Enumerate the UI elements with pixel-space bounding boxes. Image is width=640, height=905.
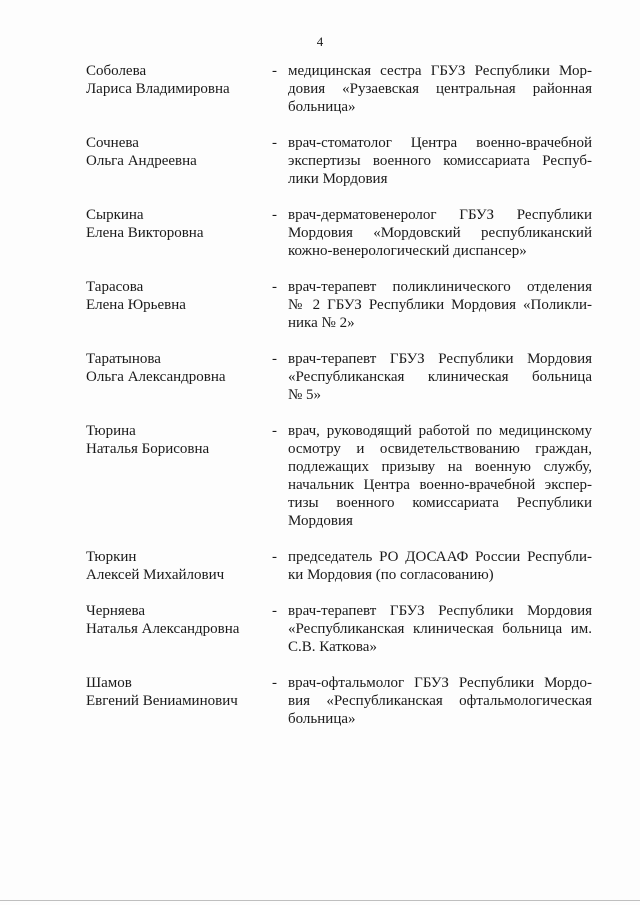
description-line: «Республиканская клиническая больница им. — [288, 621, 592, 637]
member-list — [86, 62, 594, 746]
given-names: Лариса Владимировна — [86, 81, 230, 97]
description-line: врач-офтальмолог ГБУЗ Республики Мордо- — [288, 675, 592, 691]
person-name — [86, 62, 272, 98]
person-name — [86, 548, 272, 584]
scan-edge-line — [0, 900, 640, 901]
description-line: тизы военного комиссариата Республики — [288, 495, 592, 511]
position-description — [288, 206, 592, 260]
list-item — [86, 422, 594, 530]
description-line: больница» — [288, 99, 356, 115]
person-name — [86, 350, 272, 386]
list-item — [86, 206, 594, 260]
position-description — [288, 350, 592, 404]
dash-separator: - — [272, 279, 277, 295]
description-line: больница» — [288, 711, 356, 727]
person-name — [86, 134, 272, 170]
description-line: Мордовия «Мордовский республиканский — [288, 225, 592, 241]
surname: Тюрина — [86, 423, 136, 439]
given-names: Ольга Андреевна — [86, 153, 197, 169]
given-names: Елена Юрьевна — [86, 297, 186, 313]
description-line: экспертизы военного комиссариата Респуб- — [288, 153, 592, 169]
list-item — [86, 278, 594, 332]
list-item — [86, 134, 594, 188]
description-line: Мордовия — [288, 513, 353, 529]
description-line: ки Мордовия (по согласованию) — [288, 567, 494, 583]
given-names: Евгений Вениаминович — [86, 693, 238, 709]
dash-separator: - — [272, 423, 277, 439]
list-item — [86, 350, 594, 404]
description-line: медицинская сестра ГБУЗ Республики Мор- — [288, 63, 592, 79]
description-line: «Республиканская клиническая больница — [288, 369, 592, 385]
position-description — [288, 278, 592, 332]
person-name — [86, 206, 272, 242]
surname: Таратынова — [86, 351, 161, 367]
position-description — [288, 602, 592, 656]
position-description — [288, 62, 592, 116]
description-line: врач-терапевт поликлинического отделения — [288, 279, 592, 295]
description-line: С.В. Каткова» — [288, 639, 377, 655]
given-names: Ольга Александровна — [86, 369, 226, 385]
description-line: осмотру и освидетельствованию граждан, — [288, 441, 592, 457]
surname: Соболева — [86, 63, 147, 79]
description-line: врач-дерматовенеролог ГБУЗ Республики — [288, 207, 592, 223]
person-name — [86, 422, 272, 458]
list-item — [86, 548, 594, 584]
given-names: Алексей Михайлович — [86, 567, 225, 583]
description-line: врач-терапевт ГБУЗ Республики Мордовия — [288, 603, 592, 619]
surname: Шамов — [86, 675, 132, 691]
dash-separator: - — [272, 207, 277, 223]
description-line: начальник Центра военно-врачебной экспер- — [288, 477, 592, 493]
dash-separator: - — [272, 135, 277, 151]
person-name — [86, 674, 272, 710]
position-description — [288, 674, 592, 728]
given-names: Елена Викторовна — [86, 225, 204, 241]
surname: Тарасова — [86, 279, 144, 295]
description-line: врач-стоматолог Центра военно-врачебной — [288, 135, 592, 151]
dash-separator: - — [272, 351, 277, 367]
dash-separator: - — [272, 549, 277, 565]
list-item — [86, 62, 594, 116]
description-line: № 5» — [288, 387, 322, 403]
person-name — [86, 278, 272, 314]
description-line: лики Мордовия — [288, 171, 388, 187]
list-item — [86, 674, 594, 728]
list-item — [86, 602, 594, 656]
page-number: 4 — [316, 34, 324, 49]
description-line: подлежащих призыву на военную службу, — [288, 459, 592, 475]
surname: Сочнева — [86, 135, 139, 151]
description-line: № 2 ГБУЗ Республики Мордовия «Поликли- — [288, 297, 592, 313]
description-line: вия «Республиканская офтальмологическая — [288, 693, 592, 709]
description-line: председатель РО ДОСААФ России Республи- — [288, 549, 592, 565]
given-names: Наталья Борисовна — [86, 441, 210, 457]
description-line: врач, руководящий работой по медицинскому — [288, 423, 592, 439]
position-description — [288, 134, 592, 188]
position-description — [288, 422, 592, 530]
dash-separator: - — [272, 63, 277, 79]
description-line: кожно-венерологический диспансер» — [288, 243, 527, 259]
description-line: ника № 2» — [288, 315, 355, 331]
description-line: довия «Рузаевская центральная районная — [288, 81, 592, 97]
dash-separator: - — [272, 675, 277, 691]
description-line: врач-терапевт ГБУЗ Республики Мордовия — [288, 351, 592, 367]
person-name — [86, 602, 272, 638]
surname: Тюркин — [86, 549, 137, 565]
surname: Черняева — [86, 603, 146, 619]
position-description — [288, 548, 592, 584]
given-names: Наталья Александровна — [86, 621, 240, 637]
dash-separator: - — [272, 603, 277, 619]
surname: Сыркина — [86, 207, 144, 223]
